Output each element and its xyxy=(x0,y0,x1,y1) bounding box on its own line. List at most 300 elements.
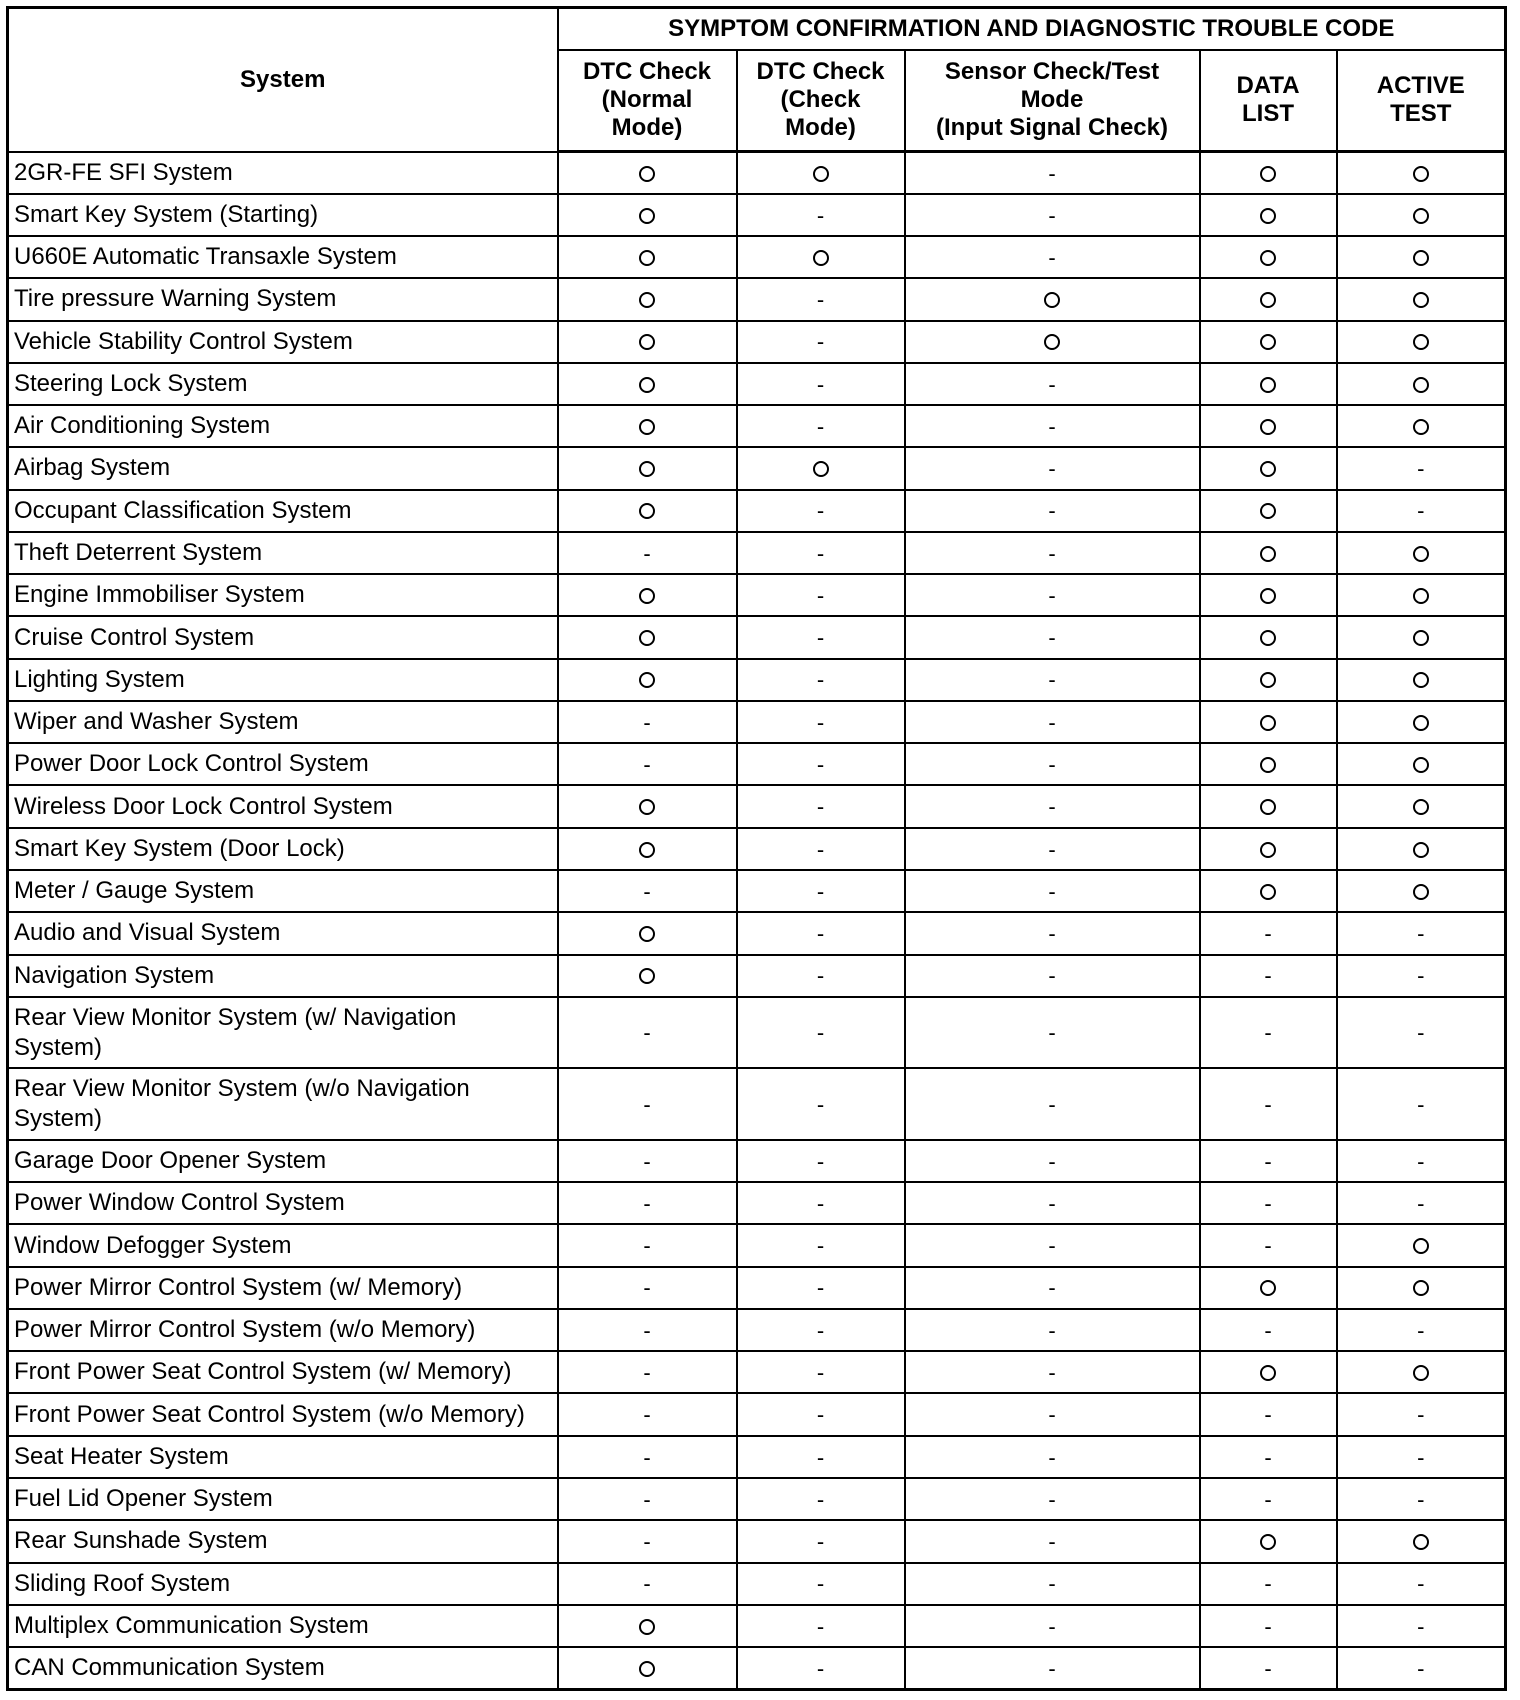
active-test-cell xyxy=(1337,490,1506,532)
system-name-cell: Front Power Seat Control System (w/ Memory) xyxy=(8,1351,558,1393)
table-row xyxy=(8,616,1506,658)
circle-mark-icon xyxy=(1260,884,1276,900)
diagnostic-table-container xyxy=(6,6,1504,1691)
not-applicable-dash: - xyxy=(1048,878,1056,904)
active-test-cell xyxy=(1337,1605,1506,1647)
active-test-header: ACTIVE TEST xyxy=(1337,50,1506,152)
circle-mark-icon xyxy=(1260,630,1276,646)
not-applicable-dash: - xyxy=(1417,921,1425,947)
circle-mark-icon xyxy=(1260,715,1276,731)
circle-mark-icon xyxy=(1260,377,1276,393)
system-name-cell: Steering Lock System xyxy=(8,363,558,405)
system-name-cell: Wiper and Washer System xyxy=(8,701,558,743)
system-name-cell: Wireless Door Lock Control System xyxy=(8,785,558,827)
table-row xyxy=(8,1224,1506,1266)
data-list-cell xyxy=(1200,490,1337,532)
dtc-check-check-mode-cell xyxy=(737,1182,905,1224)
data-list-cell xyxy=(1200,152,1337,194)
data-list-cell xyxy=(1200,405,1337,447)
active-test-cell xyxy=(1337,1140,1506,1182)
circle-mark-icon xyxy=(1260,672,1276,688)
active-test-cell xyxy=(1337,1647,1506,1689)
system-name-cell: Multiplex Communication System xyxy=(8,1605,558,1647)
not-applicable-dash: - xyxy=(643,1020,651,1046)
sensor-check-test-mode-cell xyxy=(905,997,1200,1069)
dtc-check-normal-mode-cell xyxy=(558,278,737,320)
sensor-check-test-mode-cell xyxy=(905,1436,1200,1478)
not-applicable-dash: - xyxy=(1048,1359,1056,1385)
dtc-check-check-mode-cell xyxy=(737,912,905,954)
system-name-cell: Rear View Monitor System (w/ Navigation System) xyxy=(8,997,558,1069)
circle-mark-icon xyxy=(1260,419,1276,435)
circle-mark-icon xyxy=(1413,208,1429,224)
dtc-check-normal-mode-cell xyxy=(558,1520,737,1562)
sensor-check-test-mode-cell xyxy=(905,1647,1200,1689)
not-applicable-dash: - xyxy=(1417,1190,1425,1216)
sensor-check-test-mode-cell xyxy=(905,616,1200,658)
not-applicable-dash: - xyxy=(1417,1486,1425,1512)
active-test-cell xyxy=(1337,405,1506,447)
not-applicable-dash: - xyxy=(1048,498,1056,524)
not-applicable-dash: - xyxy=(1264,1233,1272,1259)
circle-mark-icon xyxy=(639,588,655,604)
sensor-check-test-mode-cell xyxy=(905,1267,1200,1309)
circle-mark-icon xyxy=(1413,842,1429,858)
circle-mark-icon xyxy=(813,166,829,182)
data-list-cell xyxy=(1200,785,1337,827)
table-row xyxy=(8,1605,1506,1647)
circle-mark-icon xyxy=(1413,715,1429,731)
system-name-cell: Airbag System xyxy=(8,447,558,489)
not-applicable-dash: - xyxy=(816,413,825,439)
data-list-cell xyxy=(1200,278,1337,320)
dtc-check-normal-mode-cell xyxy=(558,236,737,278)
table-row xyxy=(8,447,1506,489)
circle-mark-icon xyxy=(1413,884,1429,900)
circle-mark-icon xyxy=(1413,1534,1429,1550)
sensor-check-test-mode-cell xyxy=(905,490,1200,532)
dtc-check-normal-mode-cell xyxy=(558,490,737,532)
not-applicable-dash: - xyxy=(1417,1148,1425,1174)
active-test-cell xyxy=(1337,1068,1506,1140)
sensor-check-test-mode-cell xyxy=(905,1478,1200,1520)
active-test-cell xyxy=(1337,152,1506,194)
data-list-cell xyxy=(1200,701,1337,743)
not-applicable-dash: - xyxy=(643,709,651,735)
active-test-cell xyxy=(1337,785,1506,827)
diagnostic-function-table xyxy=(6,6,1507,1691)
sensor-check-test-mode-cell xyxy=(905,828,1200,870)
circle-mark-icon xyxy=(1260,1365,1276,1381)
circle-mark-icon xyxy=(1260,546,1276,562)
data-list-cell xyxy=(1200,955,1337,997)
circle-mark-icon xyxy=(1260,1280,1276,1296)
table-row xyxy=(8,785,1506,827)
data-list-cell xyxy=(1200,616,1337,658)
data-list-cell xyxy=(1200,194,1337,236)
sensor-check-test-mode-cell xyxy=(905,1563,1200,1605)
table-row xyxy=(8,152,1506,194)
dtc-check-check-mode-cell xyxy=(737,1520,905,1562)
table-row xyxy=(8,701,1506,743)
active-test-cell xyxy=(1337,1351,1506,1393)
not-applicable-dash: - xyxy=(1264,1317,1272,1343)
dtc-check-check-mode-cell xyxy=(737,405,905,447)
dtc-check-check-mode-cell xyxy=(737,743,905,785)
dtc-check-check-mode-cell xyxy=(737,194,905,236)
sensor-check-test-mode-cell xyxy=(905,701,1200,743)
data-list-cell xyxy=(1200,321,1337,363)
table-row xyxy=(8,1478,1506,1520)
circle-mark-icon xyxy=(639,968,655,984)
data-list-cell xyxy=(1200,1267,1337,1309)
data-list-cell xyxy=(1200,1182,1337,1224)
not-applicable-dash: - xyxy=(816,1091,825,1117)
table-row xyxy=(8,405,1506,447)
not-applicable-dash: - xyxy=(1048,1444,1056,1470)
circle-mark-icon xyxy=(639,334,655,350)
system-name-cell: Engine Immobiliser System xyxy=(8,574,558,616)
dtc-check-check-mode-cell xyxy=(737,997,905,1069)
table-row xyxy=(8,828,1506,870)
not-applicable-dash: - xyxy=(816,1444,825,1470)
active-test-cell xyxy=(1337,194,1506,236)
dtc-check-normal-mode-cell xyxy=(558,743,737,785)
sensor-check-test-mode-header: Sensor Check/Test Mode (Input Signal Check) xyxy=(905,50,1200,152)
sensor-check-test-mode-cell xyxy=(905,236,1200,278)
not-applicable-dash: - xyxy=(1264,963,1272,989)
circle-mark-icon xyxy=(639,377,655,393)
active-test-cell xyxy=(1337,447,1506,489)
not-applicable-dash: - xyxy=(1048,625,1056,651)
circle-mark-icon xyxy=(1413,630,1429,646)
not-applicable-dash: - xyxy=(1417,1571,1425,1597)
dtc-check-normal-mode-cell xyxy=(558,1478,737,1520)
not-applicable-dash: - xyxy=(816,1655,825,1681)
dtc-check-check-mode-cell xyxy=(737,321,905,363)
dtc-check-normal-mode-cell xyxy=(558,532,737,574)
system-name-cell: Meter / Gauge System xyxy=(8,870,558,912)
data-list-cell xyxy=(1200,1436,1337,1478)
circle-mark-icon xyxy=(1413,1280,1429,1296)
circle-mark-icon xyxy=(639,672,655,688)
not-applicable-dash: - xyxy=(816,1402,825,1428)
circle-mark-icon xyxy=(1260,334,1276,350)
active-test-cell xyxy=(1337,1478,1506,1520)
table-row xyxy=(8,490,1506,532)
not-applicable-dash: - xyxy=(1048,1402,1056,1428)
system-name-cell: Rear Sunshade System xyxy=(8,1520,558,1562)
table-row xyxy=(8,194,1506,236)
circle-mark-icon xyxy=(639,842,655,858)
dtc-check-normal-mode-cell xyxy=(558,912,737,954)
dtc-check-check-mode-cell xyxy=(737,1351,905,1393)
not-applicable-dash: - xyxy=(1264,1091,1272,1117)
circle-mark-icon xyxy=(1260,842,1276,858)
not-applicable-dash: - xyxy=(1048,1275,1056,1301)
data-list-header: DATA LIST xyxy=(1200,50,1337,152)
active-test-cell xyxy=(1337,1563,1506,1605)
dtc-check-check-mode-cell xyxy=(737,447,905,489)
data-list-cell xyxy=(1200,912,1337,954)
dtc-check-check-mode-cell xyxy=(737,490,905,532)
sensor-check-test-mode-cell xyxy=(905,1520,1200,1562)
not-applicable-dash: - xyxy=(1264,921,1272,947)
table-row xyxy=(8,1309,1506,1351)
active-test-cell xyxy=(1337,1520,1506,1562)
not-applicable-dash: - xyxy=(816,752,825,777)
not-applicable-dash: - xyxy=(816,1317,825,1343)
not-applicable-dash: - xyxy=(1048,1091,1056,1117)
not-applicable-dash: - xyxy=(1048,413,1056,439)
system-name-cell: Navigation System xyxy=(8,955,558,997)
not-applicable-dash: - xyxy=(643,1402,651,1428)
dtc-check-normal-mode-cell xyxy=(558,1436,737,1478)
not-applicable-dash: - xyxy=(643,1190,651,1216)
data-list-cell xyxy=(1200,1224,1337,1266)
not-applicable-dash: - xyxy=(816,1359,825,1385)
circle-mark-icon xyxy=(1413,377,1429,393)
table-row xyxy=(8,659,1506,701)
not-applicable-dash: - xyxy=(816,836,825,862)
not-applicable-dash: - xyxy=(643,1444,651,1470)
circle-mark-icon xyxy=(1260,588,1276,604)
sensor-check-test-mode-cell xyxy=(905,870,1200,912)
not-applicable-dash: - xyxy=(643,1275,651,1301)
dtc-check-check-mode-cell xyxy=(737,955,905,997)
dtc-check-check-mode-cell xyxy=(737,701,905,743)
data-list-cell xyxy=(1200,1351,1337,1393)
not-applicable-dash: - xyxy=(1417,1613,1425,1639)
system-name-cell: Occupant Classification System xyxy=(8,490,558,532)
not-applicable-dash: - xyxy=(816,1571,825,1597)
not-applicable-dash: - xyxy=(643,1486,651,1512)
dtc-check-check-mode-cell xyxy=(737,1605,905,1647)
circle-mark-icon xyxy=(639,208,655,224)
dtc-check-check-mode-cell xyxy=(737,828,905,870)
circle-mark-icon xyxy=(1413,1238,1429,1254)
active-test-cell xyxy=(1337,574,1506,616)
table-row xyxy=(8,1647,1506,1689)
dtc-check-check-mode-cell xyxy=(737,1436,905,1478)
data-list-cell xyxy=(1200,1647,1337,1689)
not-applicable-dash: - xyxy=(816,1486,825,1512)
system-name-cell: Rear View Monitor System (w/o Navigation System) xyxy=(8,1068,558,1140)
not-applicable-dash: - xyxy=(1048,921,1056,947)
not-applicable-dash: - xyxy=(1048,1233,1056,1259)
dtc-check-check-mode-cell xyxy=(737,870,905,912)
not-applicable-dash: - xyxy=(1264,1020,1272,1046)
not-applicable-dash: - xyxy=(1264,1655,1272,1681)
data-list-cell xyxy=(1200,828,1337,870)
dtc-check-normal-mode-cell xyxy=(558,1267,737,1309)
dtc-check-check-mode-cell xyxy=(737,1267,905,1309)
not-applicable-dash: - xyxy=(816,287,825,313)
table-row xyxy=(8,870,1506,912)
active-test-cell xyxy=(1337,659,1506,701)
dtc-check-normal-mode-cell xyxy=(558,1647,737,1689)
active-test-cell xyxy=(1337,236,1506,278)
active-test-cell xyxy=(1337,997,1506,1069)
dtc-check-normal-mode-cell xyxy=(558,152,737,194)
circle-mark-icon xyxy=(639,419,655,435)
dtc-check-normal-mode-cell xyxy=(558,870,737,912)
dtc-check-check-mode-cell xyxy=(737,1140,905,1182)
system-name-cell: Garage Door Opener System xyxy=(8,1140,558,1182)
not-applicable-dash: - xyxy=(1048,667,1056,693)
sensor-check-test-mode-cell xyxy=(905,152,1200,194)
not-applicable-dash: - xyxy=(1264,1486,1272,1512)
not-applicable-dash: - xyxy=(1264,1148,1272,1174)
active-test-cell xyxy=(1337,1436,1506,1478)
not-applicable-dash: - xyxy=(1048,752,1056,777)
dtc-check-normal-mode-cell xyxy=(558,955,737,997)
circle-mark-icon xyxy=(1413,419,1429,435)
circle-mark-icon xyxy=(813,461,829,477)
circle-mark-icon xyxy=(639,1661,655,1677)
data-list-cell xyxy=(1200,1140,1337,1182)
sensor-check-test-mode-cell xyxy=(905,194,1200,236)
dtc-check-normal-mode-cell xyxy=(558,1605,737,1647)
sensor-check-test-mode-cell xyxy=(905,363,1200,405)
dtc-check-check-mode-cell xyxy=(737,1068,905,1140)
not-applicable-dash: - xyxy=(1048,582,1056,608)
data-list-cell xyxy=(1200,532,1337,574)
circle-mark-icon xyxy=(639,630,655,646)
system-name-cell: Air Conditioning System xyxy=(8,405,558,447)
system-name-cell: Fuel Lid Opener System xyxy=(8,1478,558,1520)
dtc-check-check-mode-cell xyxy=(737,532,905,574)
sensor-check-test-mode-cell xyxy=(905,278,1200,320)
circle-mark-icon xyxy=(1260,461,1276,477)
data-list-cell xyxy=(1200,447,1337,489)
dtc-check-normal-mode-cell xyxy=(558,574,737,616)
circle-mark-icon xyxy=(639,250,655,266)
circle-mark-icon xyxy=(1260,292,1276,308)
not-applicable-dash: - xyxy=(1417,963,1425,989)
not-applicable-dash: - xyxy=(1417,498,1425,524)
dtc-check-normal-mode-cell xyxy=(558,1224,737,1266)
table-row xyxy=(8,321,1506,363)
data-list-cell xyxy=(1200,1068,1337,1140)
data-list-cell xyxy=(1200,236,1337,278)
circle-mark-icon xyxy=(1413,250,1429,266)
not-applicable-dash: - xyxy=(1048,540,1056,566)
not-applicable-dash: - xyxy=(816,540,825,566)
dtc-check-normal-mode-cell xyxy=(558,321,737,363)
not-applicable-dash: - xyxy=(816,1529,825,1555)
system-name-cell: Vehicle Stability Control System xyxy=(8,321,558,363)
dtc-check-normal-mode-cell xyxy=(558,1140,737,1182)
not-applicable-dash: - xyxy=(1048,160,1056,186)
sensor-check-test-mode-cell xyxy=(905,405,1200,447)
dtc-check-check-mode-cell xyxy=(737,785,905,827)
not-applicable-dash: - xyxy=(1048,1020,1056,1046)
circle-mark-icon xyxy=(1413,588,1429,604)
not-applicable-dash: - xyxy=(816,709,825,735)
sensor-check-test-mode-cell xyxy=(905,321,1200,363)
dtc-check-normal-mode-cell xyxy=(558,1182,737,1224)
circle-mark-icon xyxy=(1413,334,1429,350)
not-applicable-dash: - xyxy=(1048,794,1056,820)
not-applicable-dash: - xyxy=(1048,1486,1056,1512)
circle-mark-icon xyxy=(1260,208,1276,224)
not-applicable-dash: - xyxy=(816,921,825,947)
table-row xyxy=(8,1393,1506,1435)
sensor-check-test-mode-cell xyxy=(905,532,1200,574)
active-test-cell xyxy=(1337,1224,1506,1266)
not-applicable-dash: - xyxy=(816,582,825,608)
not-applicable-dash: - xyxy=(816,1233,825,1259)
not-applicable-dash: - xyxy=(643,540,651,566)
dtc-check-normal-mode-cell xyxy=(558,405,737,447)
not-applicable-dash: - xyxy=(1048,202,1056,228)
data-list-cell xyxy=(1200,743,1337,785)
system-name-cell: Front Power Seat Control System (w/o Memory) xyxy=(8,1393,558,1435)
not-applicable-dash: - xyxy=(1048,1317,1056,1343)
circle-mark-icon xyxy=(1044,334,1060,350)
sensor-check-test-mode-cell xyxy=(905,447,1200,489)
dtc-check-normal-mode-cell xyxy=(558,1393,737,1435)
table-row xyxy=(8,912,1506,954)
circle-mark-icon xyxy=(1260,503,1276,519)
system-name-cell: Smart Key System (Door Lock) xyxy=(8,828,558,870)
not-applicable-dash: - xyxy=(643,1091,651,1117)
sensor-check-test-mode-cell xyxy=(905,1351,1200,1393)
system-name-cell: CAN Communication System xyxy=(8,1647,558,1689)
active-test-cell xyxy=(1337,701,1506,743)
not-applicable-dash: - xyxy=(816,329,825,355)
not-applicable-dash: - xyxy=(1417,1444,1425,1470)
data-list-cell xyxy=(1200,1478,1337,1520)
not-applicable-dash: - xyxy=(1048,963,1056,989)
active-test-cell xyxy=(1337,955,1506,997)
sensor-check-test-mode-cell xyxy=(905,1393,1200,1435)
not-applicable-dash: - xyxy=(816,878,825,904)
system-name-cell: U660E Automatic Transaxle System xyxy=(8,236,558,278)
not-applicable-dash: - xyxy=(816,794,825,820)
not-applicable-dash: - xyxy=(1417,456,1425,482)
sensor-check-test-mode-cell xyxy=(905,955,1200,997)
system-name-cell: 2GR-FE SFI System xyxy=(8,152,558,194)
not-applicable-dash: - xyxy=(1048,836,1056,862)
table-row xyxy=(8,1267,1506,1309)
circle-mark-icon xyxy=(639,166,655,182)
sensor-check-test-mode-cell xyxy=(905,1605,1200,1647)
not-applicable-dash: - xyxy=(1264,1444,1272,1470)
circle-mark-icon xyxy=(1260,250,1276,266)
circle-mark-icon xyxy=(639,799,655,815)
not-applicable-dash: - xyxy=(1264,1402,1272,1428)
data-list-cell xyxy=(1200,1520,1337,1562)
active-test-cell xyxy=(1337,278,1506,320)
not-applicable-dash: - xyxy=(1417,1091,1425,1117)
system-name-cell: Power Window Control System xyxy=(8,1182,558,1224)
system-name-cell: Lighting System xyxy=(8,659,558,701)
active-test-cell xyxy=(1337,532,1506,574)
not-applicable-dash: - xyxy=(1048,1529,1056,1555)
data-list-cell xyxy=(1200,1563,1337,1605)
active-test-cell xyxy=(1337,743,1506,785)
circle-mark-icon xyxy=(1260,757,1276,773)
dtc-check-normal-mode-cell xyxy=(558,701,737,743)
system-name-cell: Power Door Lock Control System xyxy=(8,743,558,785)
dtc-check-normal-mode-header: DTC Check (Normal Mode) xyxy=(558,50,737,152)
table-row xyxy=(8,1068,1506,1140)
not-applicable-dash: - xyxy=(1048,1148,1056,1174)
active-test-cell xyxy=(1337,1393,1506,1435)
circle-mark-icon xyxy=(639,926,655,942)
